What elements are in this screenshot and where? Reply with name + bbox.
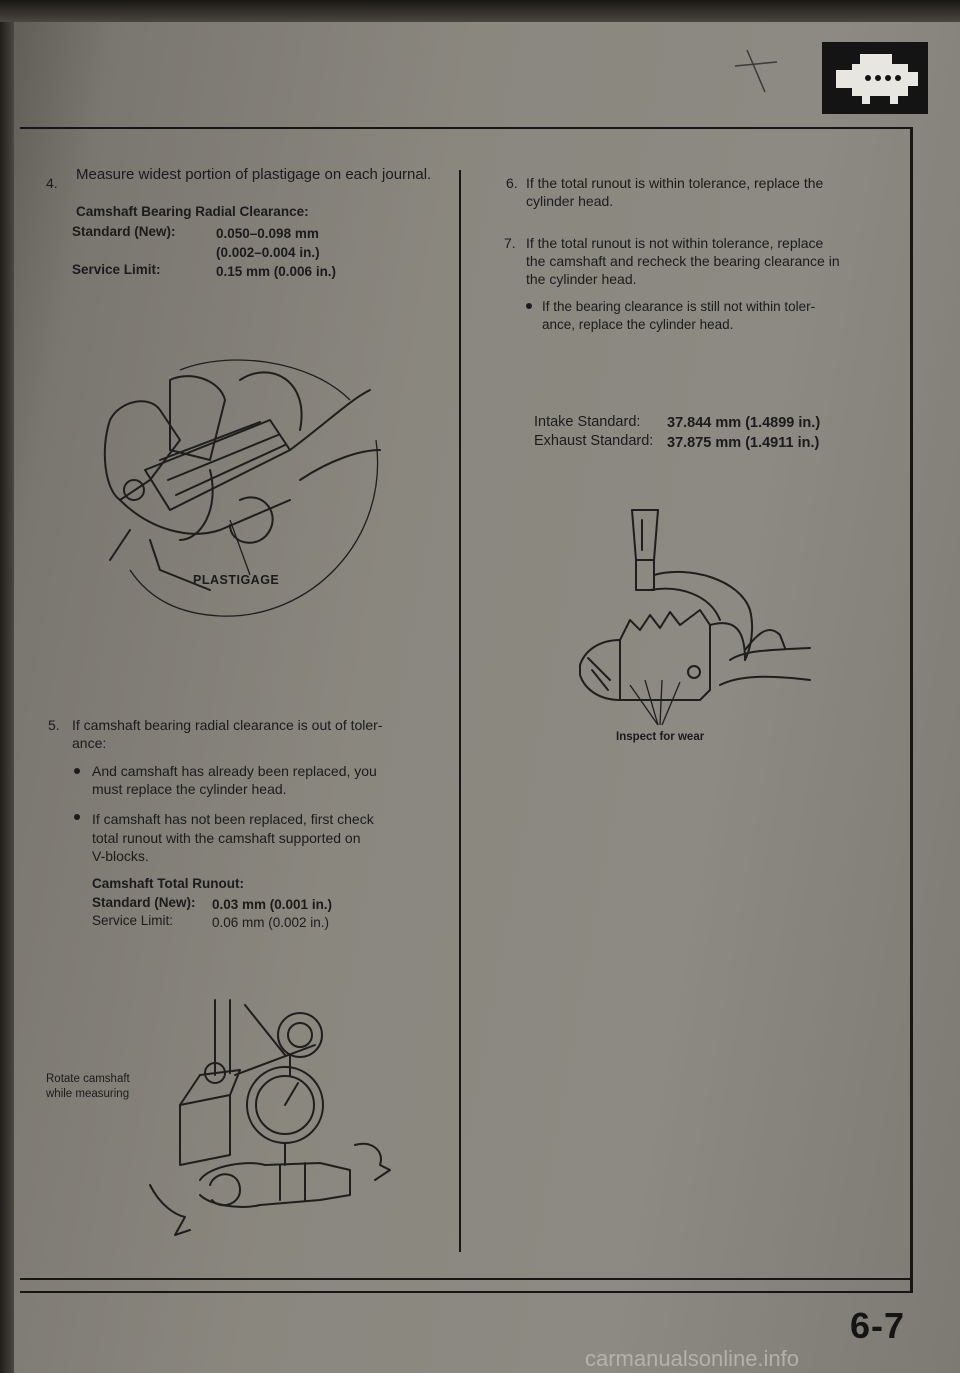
intake-value: 37.844 mm (1.4899 in.) (667, 415, 821, 431)
step5-text-2: ance: (72, 735, 107, 751)
step7-text-3: the cylinder head. (526, 271, 637, 287)
micrometer-illustration (570, 500, 830, 730)
dial-indicator-illustration (140, 995, 410, 1240)
step4-text: Measure widest portion of plastigage on each journal. (76, 166, 432, 183)
step7-bullet-dot (526, 303, 532, 309)
step5-std-label: Standard (New): (92, 895, 196, 910)
step5-limit-value: 0.06 mm (0.002 in.) (212, 915, 330, 930)
step7-text-1: If the total runout is not within tolerance, replace (526, 235, 824, 251)
pencil-mark (725, 48, 785, 98)
step5-number: 5. (48, 717, 60, 733)
step4-number: 4. (46, 175, 58, 191)
step7-bullet-1: If the bearing clearance is still not within toler- (542, 299, 816, 314)
step7-number: 7. (504, 235, 516, 251)
step6-text-2: cylinder head. (526, 193, 614, 209)
bottom-rule-2 (20, 1291, 913, 1293)
step5-bullet2-dot (74, 814, 80, 820)
engine-icon (822, 42, 928, 114)
step4-spec-title: Camshaft Bearing Radial Clearance: (76, 204, 309, 219)
step4-limit-value: 0.15 mm (0.006 in.) (216, 264, 337, 279)
step7-text-2: the camshaft and recheck the bearing clearance in (526, 253, 840, 269)
step5-bullet2-1: If camshaft has not been replaced, first check (92, 811, 374, 827)
binding-shadow (0, 0, 14, 1373)
step6-text-1: If the total runout is within tolerance, replace the (526, 175, 824, 191)
step5-limit-label: Service Limit: (92, 913, 174, 928)
rotate-caption-1: Rotate camshaft (46, 1073, 130, 1085)
top-rule (20, 127, 912, 129)
step5-std-value: 0.03 mm (0.001 in.) (212, 897, 333, 912)
step7-bullet-2: ance, replace the cylinder head. (542, 317, 734, 332)
step5-bullet2-3: V-blocks. (92, 848, 149, 864)
step4-limit-label: Service Limit: (72, 262, 161, 277)
plastigage-label: PLASTIGAGE (193, 573, 280, 587)
inspect-label: Inspect for wear (616, 731, 705, 743)
step6-number: 6. (506, 175, 518, 191)
intake-label: Intake Standard: (534, 414, 641, 430)
step5-text-1: If camshaft bearing radial clearance is out of toler- (72, 717, 383, 733)
watermark: carmanualsonline.info (585, 1346, 800, 1371)
top-edge-shadow (0, 0, 960, 22)
step5-bullet1-dot (74, 768, 80, 774)
column-divider (459, 170, 461, 1252)
frame-right (910, 127, 913, 1293)
page-number: 6-7 (850, 1305, 906, 1346)
step5-spec-title: Camshaft Total Runout: (92, 876, 244, 891)
rotate-caption-2: while measuring (46, 1088, 130, 1100)
step4-std-label: Standard (New): (72, 224, 176, 239)
step4-std-value-1: 0.050–0.098 mm (216, 226, 319, 241)
step5-bullet1-1: And camshaft has already been replaced, you (92, 763, 377, 779)
step5-bullet1-2: must replace the cylinder head. (92, 781, 287, 797)
step4-std-value-2: (0.002–0.004 in.) (216, 245, 320, 260)
bottom-rule (20, 1278, 912, 1280)
exhaust-label: Exhaust Standard: (534, 433, 654, 449)
step5-bullet2-2: total runout with the camshaft supported on (92, 830, 361, 846)
exhaust-value: 37.875 mm (1.4911 in.) (667, 435, 820, 451)
